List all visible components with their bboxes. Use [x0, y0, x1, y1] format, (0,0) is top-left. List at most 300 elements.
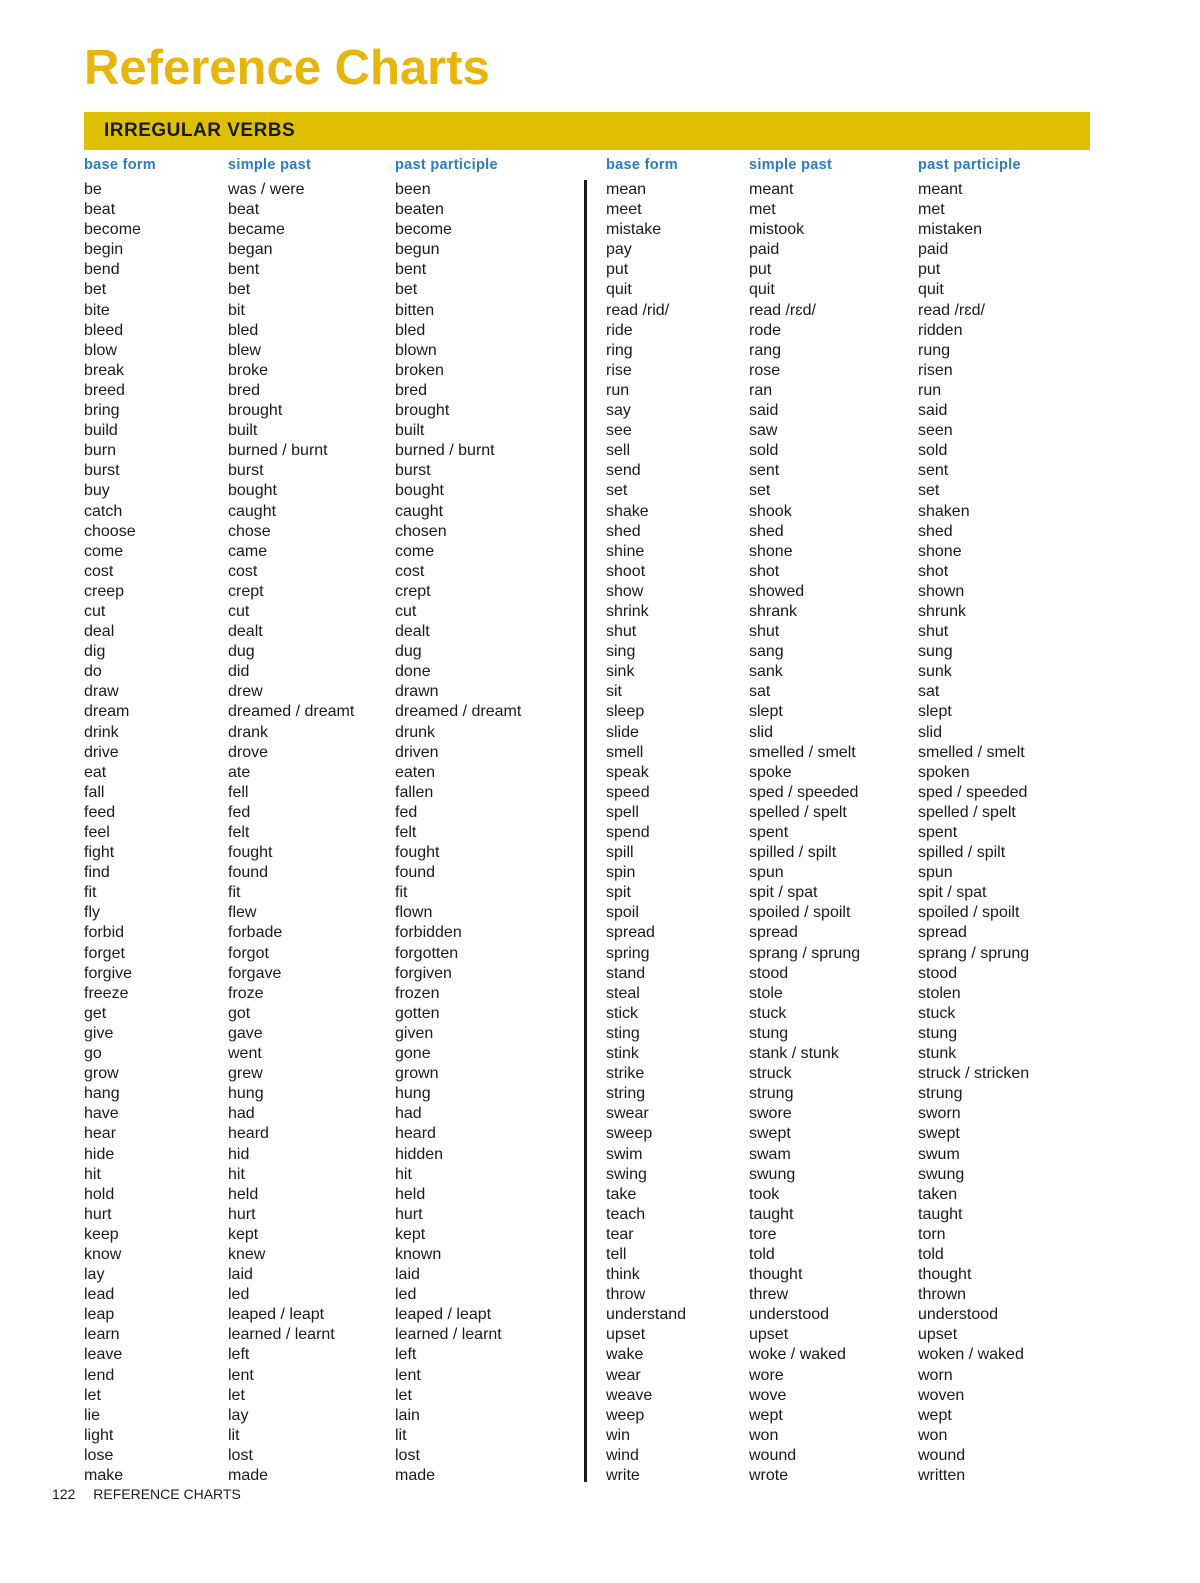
verb-row — [84, 1185, 574, 1205]
verb-row — [606, 361, 1086, 381]
past-participle-cell: been — [395, 181, 431, 198]
past-participle-cell: hurt — [395, 1205, 423, 1223]
past-participle-cell: wound — [918, 1446, 966, 1464]
verb-row — [606, 783, 1086, 803]
base-form-cell: shut — [606, 623, 637, 641]
past-participle-cell: upset — [918, 1326, 958, 1344]
past-participle-cell: gotten — [395, 1004, 440, 1022]
simple-past-cell: rode — [749, 321, 782, 339]
verb-row — [84, 1386, 574, 1406]
base-form-cell: steal — [606, 984, 640, 1002]
simple-past-cell: became — [228, 221, 285, 239]
verb-rows-left — [84, 180, 574, 1486]
simple-past-cell: quit — [749, 281, 775, 299]
simple-past-cell: won — [749, 1426, 779, 1444]
verb-row — [84, 1104, 574, 1124]
base-form-cell: begin — [84, 241, 124, 259]
past-participle-cell: burned / burnt — [395, 442, 495, 460]
simple-past-cell: burned / burnt — [228, 442, 328, 460]
verb-row — [84, 1406, 574, 1426]
verb-row — [606, 923, 1086, 943]
simple-past-cell: thought — [749, 1266, 803, 1284]
base-form-cell: keep — [84, 1225, 119, 1243]
base-form-cell: fly — [84, 904, 100, 922]
simple-past-cell: hung — [228, 1085, 264, 1103]
base-form-cell: sink — [606, 663, 635, 681]
verb-row — [606, 702, 1086, 722]
past-participle-cell: begun — [395, 241, 440, 259]
base-form-cell: spring — [606, 944, 650, 962]
verb-row — [606, 280, 1086, 300]
past-participle-cell: dreamed / dreamt — [395, 703, 522, 721]
simple-past-cell: shone — [749, 542, 793, 560]
simple-past-cell: slept — [749, 703, 783, 721]
base-form-cell: sting — [606, 1024, 640, 1042]
simple-past-cell: cut — [228, 602, 250, 620]
running-footer: REFERENCE CHARTS — [93, 1486, 241, 1502]
verb-row — [84, 863, 574, 883]
base-form-cell: deal — [84, 623, 115, 641]
simple-past-cell: dealt — [228, 623, 263, 641]
simple-past-cell: swept — [749, 1125, 791, 1143]
simple-past-cell: dreamed / dreamt — [228, 703, 355, 721]
simple-past-cell: bit — [228, 301, 245, 319]
simple-past-cell: woke / waked — [749, 1346, 846, 1364]
base-form-cell: bring — [84, 402, 120, 420]
verb-row — [84, 1305, 574, 1325]
base-form-cell: run — [606, 381, 630, 399]
past-participle-cell: meant — [918, 181, 963, 198]
past-participle-cell: strung — [918, 1085, 963, 1103]
past-participle-cell: spoiled / spoilt — [918, 904, 1020, 922]
base-form-cell: spin — [606, 864, 636, 882]
past-participle-cell: fallen — [395, 783, 434, 801]
verb-row — [606, 220, 1086, 240]
simple-past-cell: lent — [228, 1366, 254, 1384]
past-participle-cell: spread — [918, 924, 967, 942]
verb-row — [606, 984, 1086, 1004]
base-form-cell: drink — [84, 723, 119, 741]
base-form-cell: stand — [606, 964, 646, 982]
past-participle-cell: heard — [395, 1125, 436, 1143]
base-form-cell: forgive — [84, 964, 133, 982]
past-participle-cell: known — [395, 1245, 442, 1263]
verb-row — [606, 803, 1086, 823]
base-form-cell: bend — [84, 261, 120, 279]
simple-past-cell: drank — [228, 723, 269, 741]
verb-row — [84, 502, 574, 522]
verb-row — [84, 1064, 574, 1084]
verb-row — [606, 642, 1086, 662]
past-participle-cell: said — [918, 402, 948, 420]
base-form-cell: know — [84, 1245, 122, 1263]
base-form-cell: lend — [84, 1366, 115, 1384]
past-participle-cell: woven — [918, 1386, 965, 1404]
simple-past-cell: cost — [228, 562, 258, 580]
verb-row — [84, 803, 574, 823]
past-participle-cell: sprang / sprung — [918, 944, 1030, 962]
simple-past-cell: hurt — [228, 1205, 256, 1223]
base-form-cell: make — [84, 1467, 124, 1484]
simple-past-cell: spelled / spelt — [749, 803, 847, 821]
simple-past-cell: stank / stunk — [749, 1045, 839, 1063]
base-form-cell: upset — [606, 1326, 646, 1344]
past-participle-cell: built — [395, 422, 425, 440]
base-form-cell: send — [606, 462, 641, 480]
simple-past-cell: hit — [228, 1165, 245, 1183]
simple-past-cell: swore — [749, 1105, 792, 1123]
past-participle-cell: spelled / spelt — [918, 803, 1016, 821]
past-participle-cell: sold — [918, 442, 948, 460]
verb-row — [84, 361, 574, 381]
verb-row — [84, 1205, 574, 1225]
past-participle-cell: spilled / spilt — [918, 844, 1006, 862]
past-participle-cell: put — [918, 261, 941, 279]
base-form-cell: go — [84, 1045, 102, 1063]
verb-row — [606, 1325, 1086, 1345]
base-form-cell: pay — [606, 241, 632, 259]
past-participle-cell: spent — [918, 824, 958, 841]
page-footer — [52, 1486, 241, 1502]
verb-row — [84, 301, 574, 321]
base-form-cell: breed — [84, 381, 125, 399]
simple-past-cell: drove — [228, 743, 269, 761]
verb-row — [606, 441, 1086, 461]
past-participle-cell: shot — [918, 562, 949, 580]
past-participle-cell: drunk — [395, 723, 436, 741]
past-participle-cell: written — [918, 1467, 966, 1484]
simple-past-cell: shot — [749, 562, 780, 580]
header-base-form: base form — [84, 157, 156, 173]
simple-past-cell: showed — [749, 582, 805, 600]
verb-row — [606, 481, 1086, 501]
simple-past-cell: sold — [749, 442, 779, 460]
simple-past-cell: taught — [749, 1205, 794, 1223]
verb-row — [84, 743, 574, 763]
past-participle-cell: seen — [918, 422, 953, 440]
base-form-cell: swing — [606, 1165, 647, 1183]
past-participle-cell: stung — [918, 1024, 958, 1042]
verb-row — [84, 321, 574, 341]
simple-past-cell: crept — [228, 582, 264, 600]
verb-row — [84, 662, 574, 682]
verb-row — [84, 642, 574, 662]
verb-row — [84, 883, 574, 903]
past-participle-cell: done — [395, 663, 431, 681]
header-simple-past: simple past — [749, 157, 833, 173]
simple-past-cell: ran — [749, 381, 773, 399]
verb-row — [606, 763, 1086, 783]
simple-past-cell: forbade — [228, 924, 283, 942]
base-form-cell: swear — [606, 1105, 649, 1123]
simple-past-cell: forgave — [228, 964, 282, 982]
verb-row — [606, 1004, 1086, 1024]
past-participle-cell: lain — [395, 1406, 420, 1424]
base-form-cell: swim — [606, 1145, 643, 1163]
past-participle-cell: dealt — [395, 623, 430, 641]
simple-past-cell: blew — [228, 341, 261, 359]
base-form-cell: dig — [84, 643, 106, 661]
simple-past-cell: flew — [228, 904, 257, 922]
verb-row — [606, 602, 1086, 622]
verb-row — [606, 502, 1086, 522]
simple-past-cell: knew — [228, 1245, 266, 1263]
simple-past-cell: sat — [749, 683, 771, 701]
simple-past-cell: stood — [749, 964, 789, 982]
verb-row — [606, 1426, 1086, 1446]
simple-past-cell: sank — [749, 663, 783, 681]
past-participle-cell: hidden — [395, 1145, 444, 1163]
simple-past-cell: gave — [228, 1024, 263, 1042]
base-form-cell: catch — [84, 502, 123, 520]
base-form-cell: come — [84, 542, 124, 560]
past-participle-cell: shown — [918, 582, 965, 600]
base-form-cell: hit — [84, 1165, 101, 1183]
verb-row — [84, 441, 574, 461]
verb-row — [606, 823, 1086, 843]
base-form-cell: spell — [606, 803, 639, 821]
verb-table-right — [606, 157, 1086, 1486]
base-form-cell: put — [606, 261, 629, 279]
base-form-cell: burst — [84, 462, 120, 480]
base-form-cell: forget — [84, 944, 125, 962]
verb-row — [84, 1124, 574, 1144]
simple-past-cell: froze — [228, 984, 264, 1002]
base-form-cell: forbid — [84, 924, 125, 942]
past-participle-cell: bled — [395, 321, 426, 339]
base-form-cell: hold — [84, 1185, 115, 1203]
past-participle-cell: woken / waked — [918, 1346, 1024, 1364]
past-participle-cell: leaped / leapt — [395, 1306, 492, 1324]
verb-row — [606, 723, 1086, 743]
verb-row — [606, 562, 1086, 582]
past-participle-cell: laid — [395, 1266, 420, 1284]
base-form-cell: weep — [606, 1406, 645, 1424]
past-participle-cell: bitten — [395, 301, 435, 319]
simple-past-cell: learned / learnt — [228, 1326, 335, 1344]
base-form-cell: shine — [606, 542, 645, 560]
simple-past-cell: lit — [228, 1426, 240, 1444]
past-participle-cell: drawn — [395, 683, 439, 701]
verb-row — [606, 1406, 1086, 1426]
past-participle-cell: ridden — [918, 321, 963, 339]
base-form-cell: speak — [606, 763, 649, 781]
past-participle-cell: rung — [918, 341, 951, 359]
base-form-cell: eat — [84, 763, 107, 781]
simple-past-cell: spent — [749, 824, 789, 841]
simple-past-cell: threw — [749, 1286, 789, 1304]
past-participle-cell: struck / stricken — [918, 1065, 1030, 1083]
simple-past-cell: sprang / sprung — [749, 944, 861, 962]
verb-row — [84, 1285, 574, 1305]
simple-past-cell: met — [749, 201, 776, 219]
base-form-cell: sing — [606, 643, 636, 661]
base-form-cell: shrink — [606, 602, 649, 620]
past-participle-cell: swung — [918, 1165, 965, 1183]
base-form-cell: spoil — [606, 904, 639, 922]
base-form-cell: write — [606, 1467, 640, 1484]
verb-row — [606, 240, 1086, 260]
verb-row — [606, 421, 1086, 441]
simple-past-cell: spun — [749, 864, 784, 882]
simple-past-cell: spread — [749, 924, 798, 942]
past-participle-cell: hung — [395, 1085, 431, 1103]
simple-past-cell: told — [749, 1245, 775, 1263]
simple-past-cell: led — [228, 1286, 250, 1304]
past-participle-cell: become — [395, 221, 452, 239]
simple-past-cell: bought — [228, 482, 277, 500]
base-form-cell: ride — [606, 321, 633, 339]
past-participle-cell: flown — [395, 904, 433, 922]
simple-past-cell: drew — [228, 683, 263, 701]
simple-past-cell: slid — [749, 723, 774, 741]
base-form-cell: slide — [606, 723, 639, 741]
simple-past-cell: put — [749, 261, 772, 279]
verb-row — [606, 622, 1086, 642]
simple-past-cell: saw — [749, 422, 778, 440]
base-form-cell: learn — [84, 1326, 120, 1344]
past-participle-cell: come — [395, 542, 435, 560]
base-form-cell: rise — [606, 361, 632, 379]
simple-past-cell: was / were — [228, 181, 305, 198]
past-participle-cell: blown — [395, 341, 437, 359]
base-form-cell: take — [606, 1185, 637, 1203]
past-participle-cell: stolen — [918, 984, 961, 1002]
verb-row — [606, 1245, 1086, 1265]
base-form-cell: set — [606, 482, 628, 500]
verb-row — [84, 622, 574, 642]
past-participle-cell: driven — [395, 743, 439, 761]
simple-past-cell: dug — [228, 643, 255, 661]
verb-row — [606, 200, 1086, 220]
past-participle-cell: shrunk — [918, 602, 967, 620]
section-banner — [84, 112, 1090, 150]
base-form-cell: feel — [84, 824, 110, 841]
simple-past-cell: stung — [749, 1024, 789, 1042]
verb-row — [606, 1024, 1086, 1044]
simple-past-cell: smelled / smelt — [749, 743, 856, 761]
past-participle-cell: torn — [918, 1225, 946, 1243]
base-form-cell: sweep — [606, 1125, 653, 1143]
past-participle-cell: met — [918, 201, 945, 219]
past-participle-cell: bet — [395, 281, 418, 299]
verb-row — [606, 301, 1086, 321]
past-participle-cell: sunk — [918, 663, 952, 681]
past-participle-cell: bent — [395, 261, 427, 279]
base-form-cell: lead — [84, 1286, 115, 1304]
base-form-cell: sleep — [606, 703, 645, 721]
verb-row — [606, 341, 1086, 361]
base-form-cell: teach — [606, 1205, 646, 1223]
past-participle-cell: grown — [395, 1065, 439, 1083]
base-form-cell: show — [606, 582, 644, 600]
base-form-cell: tear — [606, 1225, 634, 1243]
past-participle-cell: beaten — [395, 201, 444, 219]
past-participle-cell: had — [395, 1105, 422, 1123]
simple-past-cell: got — [228, 1004, 251, 1022]
base-form-cell: think — [606, 1266, 640, 1284]
base-form-cell: get — [84, 1004, 107, 1022]
verb-row — [84, 240, 574, 260]
base-form-cell: see — [606, 422, 632, 440]
past-participle-cell: fought — [395, 844, 440, 862]
base-form-cell: mean — [606, 181, 647, 198]
page-number: 122 — [52, 1486, 76, 1502]
past-participle-cell: hit — [395, 1165, 412, 1183]
past-participle-cell: fed — [395, 803, 418, 821]
simple-past-cell: sped / speeded — [749, 783, 859, 801]
base-form-cell: freeze — [84, 984, 129, 1002]
simple-past-cell: beat — [228, 201, 260, 219]
simple-past-cell: shrank — [749, 602, 798, 620]
past-participle-cell: burst — [395, 462, 431, 480]
simple-past-cell: began — [228, 241, 273, 259]
verb-row — [606, 1145, 1086, 1165]
simple-past-cell: wore — [749, 1366, 784, 1384]
past-participle-cell: made — [395, 1467, 436, 1484]
past-participle-cell: wept — [918, 1406, 952, 1424]
verb-row — [606, 1104, 1086, 1124]
base-form-cell: ring — [606, 341, 633, 359]
base-form-cell: leave — [84, 1346, 123, 1364]
past-participle-cell: set — [918, 482, 940, 500]
past-participle-cell: swept — [918, 1125, 960, 1143]
past-participle-cell: lit — [395, 1426, 407, 1444]
simple-past-cell: ate — [228, 763, 251, 781]
base-form-cell: mistake — [606, 221, 662, 239]
simple-past-cell: held — [228, 1185, 259, 1203]
past-participle-cell: shaken — [918, 502, 970, 520]
base-form-cell: drive — [84, 743, 119, 761]
verb-row — [84, 220, 574, 240]
simple-past-cell: hid — [228, 1145, 250, 1163]
simple-past-cell: chose — [228, 522, 271, 540]
base-form-cell: strike — [606, 1065, 645, 1083]
verb-row — [84, 903, 574, 923]
verb-row — [84, 260, 574, 280]
simple-past-cell: wept — [749, 1406, 783, 1424]
base-form-cell: spend — [606, 824, 650, 841]
page-title: Reference Charts — [84, 41, 490, 95]
simple-past-cell: went — [228, 1045, 262, 1063]
past-participle-cell: left — [395, 1346, 417, 1364]
base-form-cell: hang — [84, 1085, 120, 1103]
verb-row — [606, 461, 1086, 481]
simple-past-cell: fed — [228, 803, 251, 821]
base-form-cell: beat — [84, 201, 116, 219]
base-form-cell: sell — [606, 442, 631, 460]
past-participle-cell: sworn — [918, 1105, 961, 1123]
base-form-cell: give — [84, 1024, 114, 1042]
simple-past-cell: upset — [749, 1326, 789, 1344]
verb-row — [84, 481, 574, 501]
past-participle-cell: stuck — [918, 1004, 956, 1022]
base-form-cell: weave — [606, 1386, 653, 1404]
verb-row — [606, 1205, 1086, 1225]
verb-row — [84, 1084, 574, 1104]
past-participle-cell: kept — [395, 1225, 426, 1243]
past-participle-cell: shut — [918, 623, 949, 641]
column-headers-right — [606, 157, 1086, 180]
verb-row — [606, 1366, 1086, 1386]
simple-past-cell: laid — [228, 1266, 253, 1284]
verb-row — [606, 863, 1086, 883]
verb-row — [84, 421, 574, 441]
verb-row — [606, 1124, 1086, 1144]
past-participle-cell: sped / speeded — [918, 783, 1028, 801]
verb-row — [84, 843, 574, 863]
simple-past-cell: bent — [228, 261, 260, 279]
